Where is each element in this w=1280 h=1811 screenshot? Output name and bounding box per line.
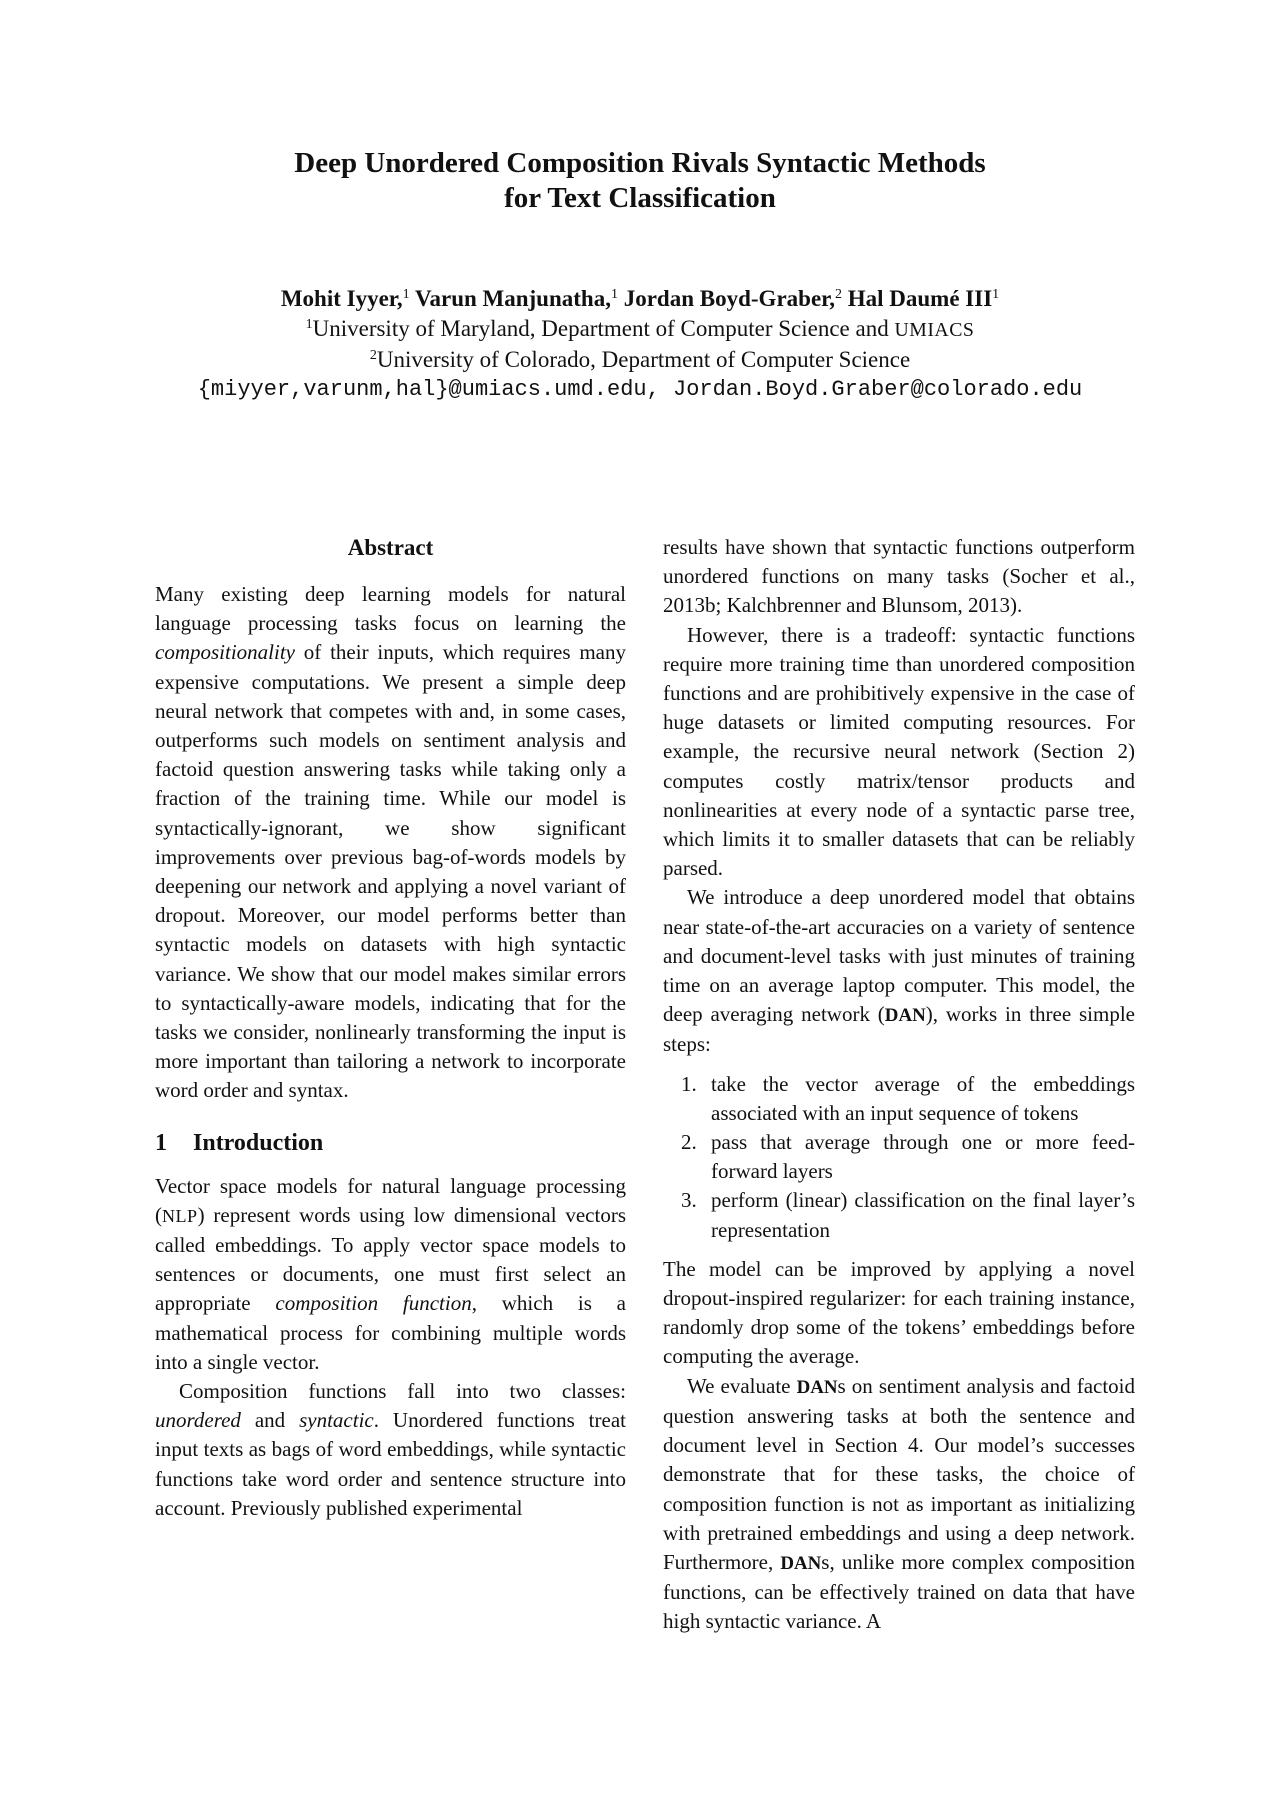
affiliation-mark: 1 [305,317,313,332]
abstract-body [155,580,626,1106]
paper-title [0,146,1280,216]
section-title: Introduction [193,1129,324,1156]
intro-paragraph-1 [155,1172,626,1377]
paragraph-emphasis: syntactic [299,1408,374,1433]
title-line-1: Deep Unordered Composition Rivals Syntactic Methods [294,147,986,179]
paragraph-text: s, unlike more complex composition functions, can be effectively trained on data that have high syntactic variance. A [663,1549,1135,1634]
acronym-dan: DAN [796,1376,838,1398]
list-text: take the vector average of the embeddings associated with an input sequence of tokens [711,1071,1135,1125]
list-number: 2. [681,1130,697,1155]
paragraph-text: . Unordered functions treat input texts as bags of word embeddings, while syntactic functions take word order and sentence structure into account. Previously published experimental [155,1408,626,1520]
right-paragraph-2 [663,883,1135,1059]
author-affiliation-mark: 2 [835,287,842,302]
list-text: pass that average through one or more feed-forward layers [711,1130,1135,1184]
list-item [663,1186,1135,1244]
author-name: Jordan Boyd-Graber, [623,286,835,311]
section-heading-introduction [155,1128,626,1158]
section-number: 1 [155,1129,167,1156]
acronym-nlp: NLP [162,1205,198,1226]
author-affiliation-mark: 1 [992,287,1000,302]
list-text: perform (linear) classification on the final layer’s representation [711,1188,1135,1242]
author-names [0,284,1280,314]
author-affiliation-mark: 1 [402,287,410,302]
paragraph-text: ) represent words using low dimensional vectors called embeddings. To apply vector space models to sentences or documents, one must first select an appropriate [155,1202,626,1316]
paragraph-text: and [240,1408,300,1433]
right-paragraph-4 [663,1372,1135,1637]
abstract-text: Many existing deep learning models for natural language processing tasks focus on learning the [155,582,626,636]
list-number: 3. [681,1188,697,1213]
abstract-emphasis: compositionality [155,640,295,665]
list-item [663,1128,1135,1186]
author-name: Mohit Iyyer, [280,286,403,311]
list-number: 1. [681,1071,697,1096]
affiliation-text: University of Colorado, Department of Computer Science [376,347,911,372]
author-block [0,284,1280,405]
author-name: Varun Manjunatha, [414,286,611,311]
paragraph-text: We introduce a deep unordered model that obtains near state-of-the-art accuracies on a variety of sentence and document-level tasks with just minutes of training time on an average laptop computer. This model, the deep averaging network ( [663,885,1135,1027]
steps-list [663,1070,1135,1245]
author-affiliation-mark: 1 [610,287,618,302]
paragraph-text: s on sentiment analysis and factoid question answering tasks at both the sentence and document level in Section 4. Our model’s successes demonstrate that for these tasks, the choice of composition function is not as important as initializing with pretrained embeddings and using a deep network. Furthermore, [663,1373,1135,1574]
paragraph-emphasis: composition function [275,1291,472,1316]
paragraph-text: We evaluate [687,1373,797,1398]
affiliation-text: University of Maryland, Department of Computer Science and [312,316,895,341]
author-emails: {miyyer,varunm,hal}@umiacs.umd.edu, Jordan.Boyd.Graber@colorado.edu [197,377,1083,402]
right-paragraph-1: However, there is a tradeoff: syntactic functions require more training time than unordered composition functions and are prohibitively expensive in the case of huge datasets or limited computing resources. For example, the recursive neural network (Section 2) computes costly matrix/tensor products and nonlinearities at every node of a syntactic parse tree, which limits it to smaller datasets that can be reliably parsed. [663,622,1135,881]
paragraph-text: ), works in three simple steps: [663,1002,1136,1057]
abstract-text: of their inputs, which requires many expensive computations. We present a simple deep neural network that competes with and, in some cases, outperforms such models on sentiment analysis and factoid question answering tasks while taking only a fraction of the training time. While our model is syntactically-ignorant, we show significant improvements over previous bag-of-words models by deepening our network and applying a novel variant of dropout. Moreover, our model performs better than syntactic models on datasets with high syntactic variance. We show that our model makes similar errors to syntactically-aware models, indicating that for the tasks we consider, nonlinearly transforming the input is more important than tailoring a network to incorporate word order and syntax. [155,640,626,1103]
abstract-heading: Abstract [347,535,434,560]
acronym-dan: DAN [884,1005,926,1027]
right-paragraph-0: results have shown that syntactic functions outperform unordered functions on many tasks (Socher et al., 2013b; Kalchbrenner and Blunsom, 2013). [663,535,1135,618]
affiliation-2 [0,345,1280,375]
intro-paragraph-2 [155,1377,626,1523]
paragraph-text: Vector space models for natural language processing ( [155,1173,626,1227]
left-column [155,533,626,1523]
affiliation-1 [0,314,1280,345]
affiliation-mark: 2 [369,348,377,363]
right-paragraph-3: The model can be improved by applying a novel dropout-inspired regularizer: for each training instance, randomly drop some of the tokens’ embeddings before computing the average. [663,1256,1135,1369]
paragraph-emphasis: unordered [155,1408,241,1433]
paragraph-text: Composition functions fall into two classes: [179,1379,626,1404]
title-line-2: for Text Classification [504,182,776,214]
affiliation-acronym: UMIACS [894,319,975,341]
list-item [663,1070,1135,1128]
author-name: Hal Daumé III [847,286,993,311]
paragraph-text: , which is a mathematical process for combining multiple words into a single vector. [155,1291,626,1374]
right-column [663,533,1135,1637]
acronym-dan: DAN [780,1552,822,1574]
